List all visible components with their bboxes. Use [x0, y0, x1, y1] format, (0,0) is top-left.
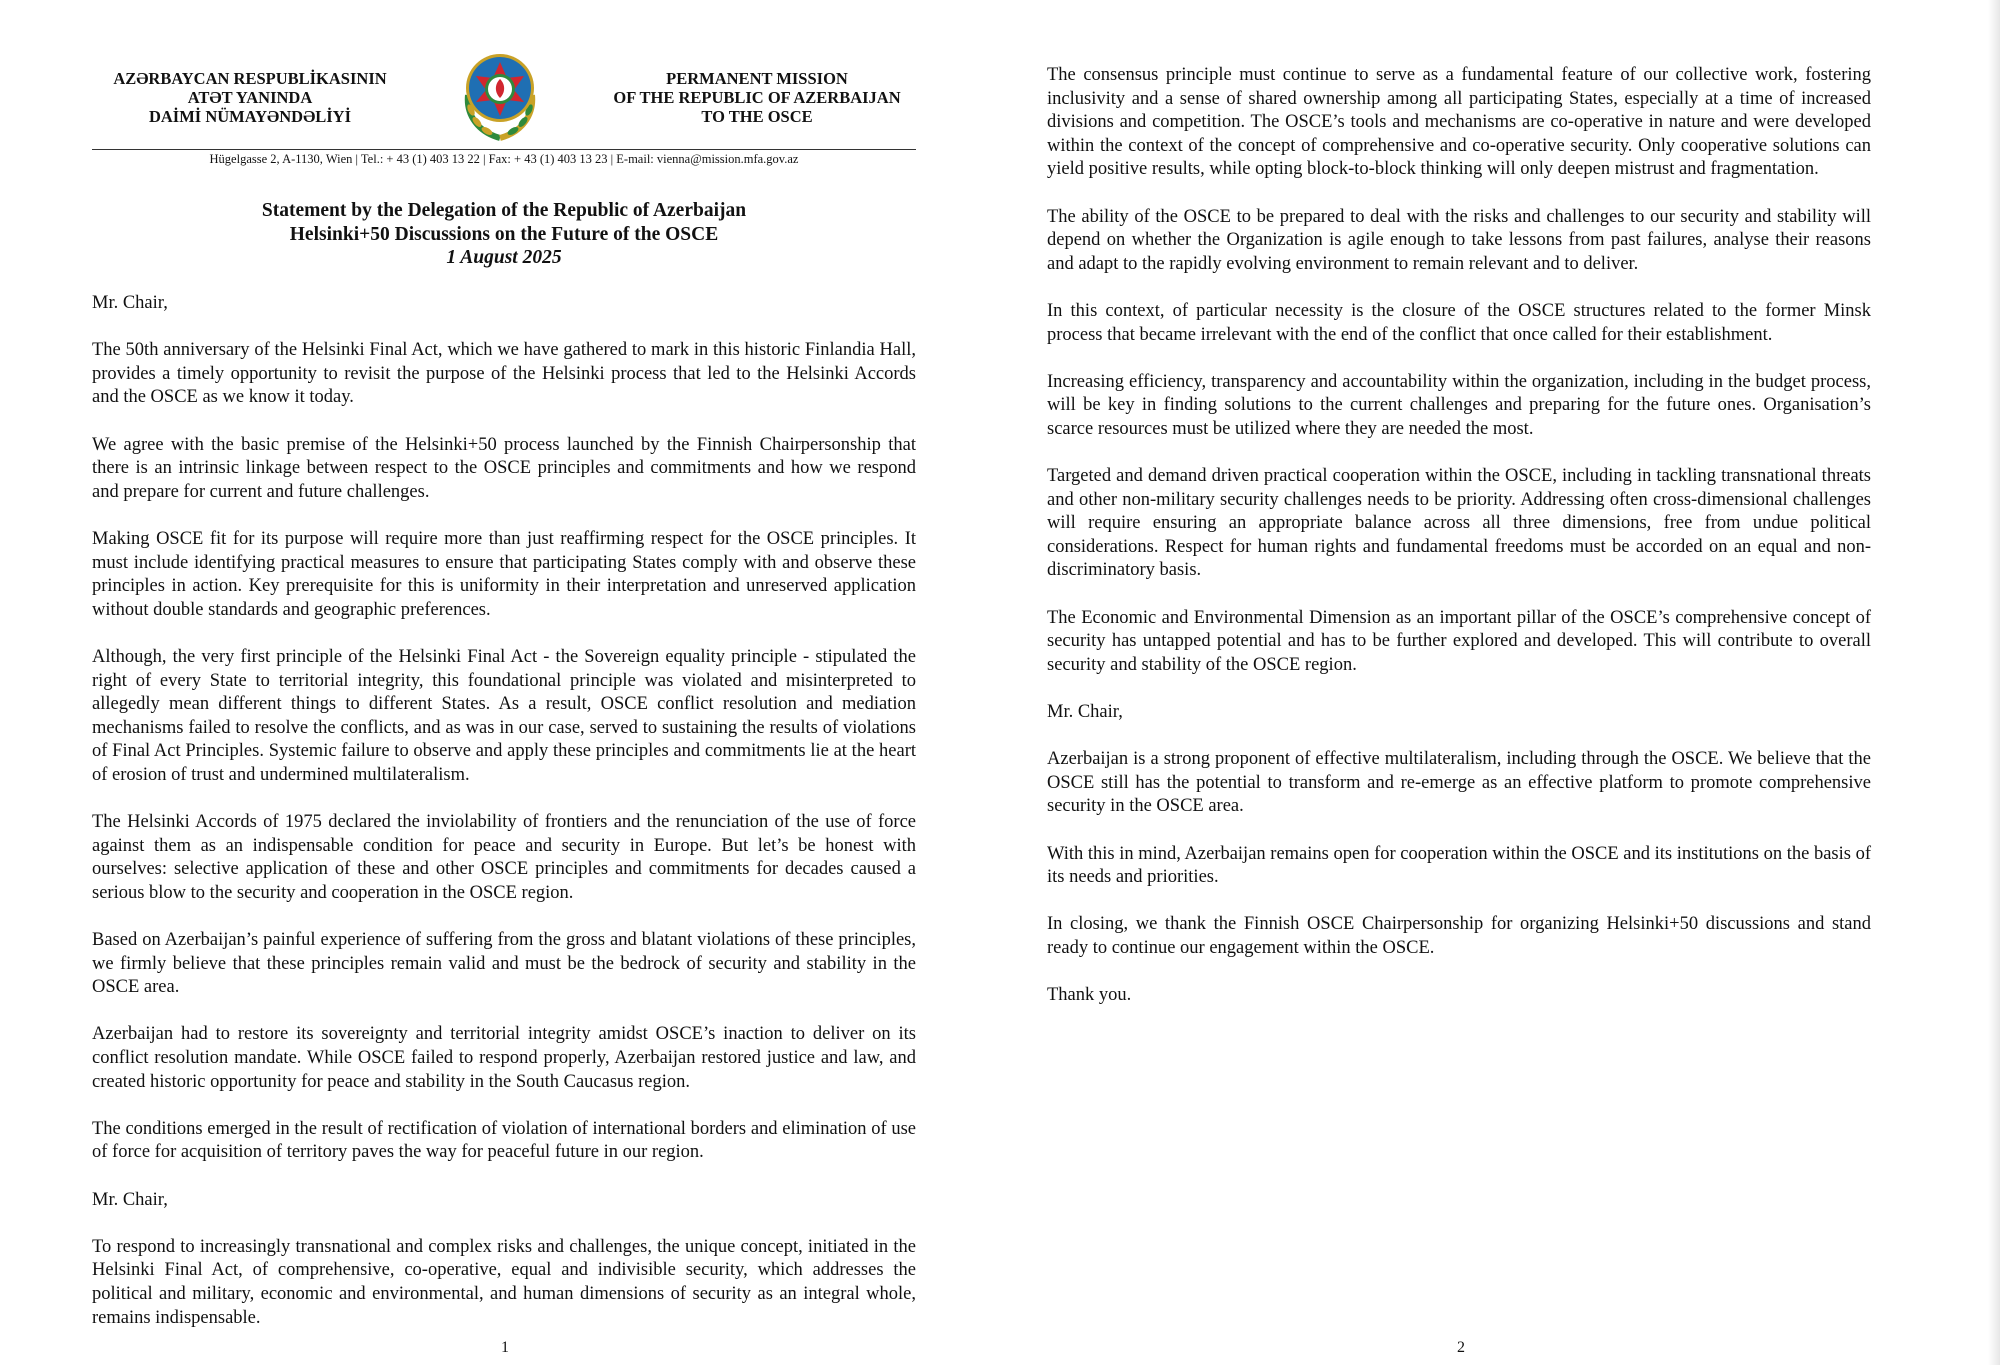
paragraph: Targeted and demand driven practical cooperation within the OSCE, including in tackling transnational threats and other non-military security challenges needs to be priority. Addressing often cross-dimensional challenges will require ensuring an appropriate balance across all three dimensions, free from undue political considerations. Respect for human rights and fundamental freedoms must be accorded on an equal and non-discriminatory basis. — [1047, 466, 1871, 581]
paragraph: Mr. Chair, — [92, 1189, 168, 1210]
title-date: 1 August 2025 — [446, 247, 562, 268]
letterhead-line: OF THE REPUBLIC OF AZERBAIJAN — [613, 88, 901, 107]
paragraph: Increasing efficiency, transparency and accountability within the organization, including in the budget process, will be key in finding solutions to the current challenges and preparing for the future ones. Organisation’s scarce resources must be utilized where they are needed the most. — [1047, 371, 1871, 439]
paragraph: In closing, we thank the Finnish OSCE Chairpersonship for organizing Helsinki+50 discussions and stand ready to continue our engagement within the OSCE. — [1047, 914, 1871, 958]
paragraph: Although, the very first principle of the Helsinki Final Act - the Sovereign equality principle - stipulated the right of every State to territorial integrity, this foundational principle was violated and misinterpreted to allegedly mean different things to different States. As a result, OSCE conflict resolution and mediation mechanisms failed to resolve the conflicts, and as was in our case, served to sustaining the results of violations of Final Act Principles. Systemic failure to observe and apply these principles and commitments lie at the heart of erosion of trust and undermined multilateralism. — [92, 646, 916, 785]
letterhead-divider — [92, 149, 916, 150]
letterhead-line: DAİMİ NÜMAYƏNDƏLİYİ — [148, 107, 352, 126]
page-edge-shadow — [1988, 0, 2000, 1365]
paragraph: Making OSCE fit for its purpose will require more than just reaffirming respect for the OSCE principles. It must include identifying practical measures to ensure that participating States comply with and observe these principles in action. Key prerequisite for this is uniformity in their interpretation and unreserved application without double standards and geographic preferences. — [92, 528, 916, 620]
paragraph: The Economic and Environmental Dimension as an important pillar of the OSCE’s comprehensive concept of security has untapped potential and has to be further explored and developed. This will contribute to overall security and stability of the OSCE region. — [1047, 607, 1871, 675]
page-number: 2 — [1457, 1339, 1465, 1356]
paragraph: Mr. Chair, — [92, 293, 168, 313]
paragraph: To respond to increasingly transnational and complex risks and challenges, the unique concept, initiated in the Helsinki Final Act, of comprehensive, co-operative, equal and indivisible security, which addresses the political and military, economic and environmental, and human dimensions of security as an integral whole, remains indispensable. — [92, 1236, 916, 1328]
paragraph: The ability of the OSCE to be prepared to deal with the risks and challenges to our security and stability will depend on whether the Organization is agile enough to take lessons from past failures, analyse their reasons and adapt to the rapidly evolving environment to remain relevant and to deliver. — [1047, 206, 1871, 274]
letterhead-line: TO THE OSCE — [701, 107, 813, 126]
paragraph: Azerbaijan had to restore its sovereignty and territorial integrity amidst OSCE’s inaction to deliver on its conflict resolution mandate. While OSCE failed to respond properly, Azerbaijan restored justice and law, and created historic opportunity for peace and stability in the South Caucasus region. — [92, 1024, 916, 1092]
letterhead-line: PERMANENT MISSION — [666, 69, 848, 88]
paragraph: The Helsinki Accords of 1975 declared the inviolability of frontiers and the renunciation of the use of force against them as an indispensable condition for peace and security in Europe. But let’s be honest with ourselves: selective application of these and other OSCE principles and commitments for decades caused a serious blow to the security and cooperation in the OSCE region. — [92, 812, 916, 903]
paragraph: Mr. Chair, — [1047, 702, 1123, 723]
title-line: Helsinki+50 Discussions on the Future of the OSCE — [289, 223, 719, 245]
paragraph: The 50th anniversary of the Helsinki Final Act, which we have gathered to mark in this historic Finlandia Hall, provides a timely opportunity to revisit the purpose of the Helsinki process that led to the Helsinki Accords and the OSCE as we know it today. — [92, 340, 916, 408]
letterhead-line: AZƏRBAYCAN RESPUBLİKASININ — [113, 69, 387, 88]
paragraph: In this context, of particular necessity is the closure of the OSCE structures related to the former Minsk process that became irrelevant with the end of the conflict that once called for their establishment. — [1047, 300, 1871, 345]
paragraph: The consensus principle must continue to serve as a fundamental feature of our collective work, fostering inclusivity and a sense of shared ownership among all participating States, especially at a time of increased divisions and competition. The OSCE’s tools and mechanisms are co-operative in nature and were developed within the context of the concept of comprehensive and co-operative security. Only cooperative solutions can yield positive results, while opting block-to-block thinking will only deepen mistrust and fragmentation. — [1047, 65, 1871, 180]
paragraph: Azerbaijan is a strong proponent of effective multilateralism, including through the OSCE. We believe that the OSCE still has the potential to transform and re-emerge as an effective platform to promote comprehensive security in the OSCE area. — [1047, 749, 1871, 817]
letterhead-english — [597, 69, 917, 126]
letterhead-contacts: Hügelgasse 2, A-1130, Wien | Tel.: + 43 (1) 403 13 22 | Fax: + 43 (1) 403 13 23 | E-mail: vienna@mission.mfa.gov.az — [209, 152, 799, 166]
document-title — [92, 199, 916, 270]
paragraph: With this in mind, Azerbaijan remains open for cooperation within the OSCE and its institutions on the basis of its needs and priorities. — [1047, 843, 1871, 888]
page-2-body — [1047, 64, 1871, 1031]
paragraph: Thank you. — [1047, 985, 1132, 1006]
page-1-body — [92, 292, 916, 1354]
state-emblem-icon — [450, 40, 550, 144]
paragraph: The conditions emerged in the result of rectification of violation of international borders and elimination of use of force for acquisition of territory paves the way for peaceful future in our region. — [92, 1118, 916, 1163]
paragraph: We agree with the basic premise of the Helsinki+50 process launched by the Finnish Chairpersonship that there is an intrinsic linkage between respect to the OSCE principles and commitments and how we respond and prepare for current and future challenges. — [92, 434, 916, 502]
page-number: 1 — [501, 1339, 509, 1356]
paragraph: Based on Azerbaijan’s painful experience of suffering from the gross and blatant violations of these principles, we firmly believe that these principles remain valid and must be the bedrock of security and stability in the OSCE area. — [92, 930, 916, 998]
title-line: Statement by the Delegation of the Republic of Azerbaijan — [261, 200, 747, 221]
letterhead-line: ATƏT YANINDA — [187, 88, 313, 107]
letterhead-azerbaijani — [90, 69, 410, 126]
